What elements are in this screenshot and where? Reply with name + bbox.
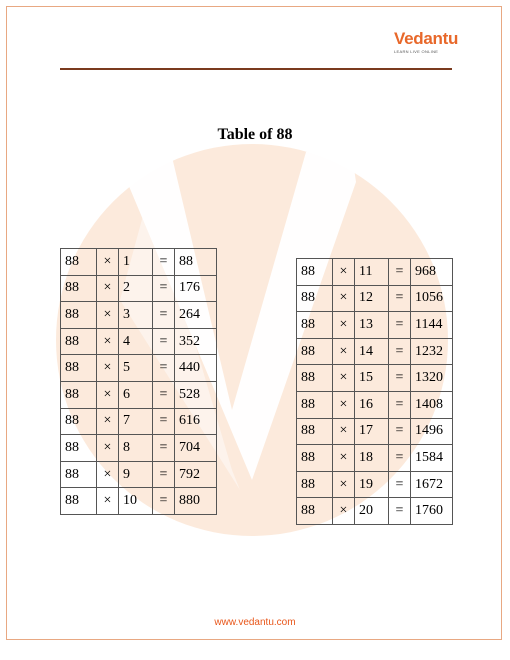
multiplier-cell: 14 [355,338,389,365]
product-cell: 792 [175,461,217,488]
product-cell: 440 [175,355,217,382]
equals-sign-cell: = [389,285,411,312]
multiplicand-cell: 88 [61,275,97,302]
times-sign-cell: × [97,488,119,515]
multiplier-cell: 3 [119,302,153,329]
equals-sign-cell: = [153,381,175,408]
table-row [61,381,217,408]
times-sign-cell: × [333,445,355,472]
multiplicand-cell: 88 [61,381,97,408]
times-sign-cell: × [97,355,119,382]
table-row [61,275,217,302]
multiplicand-cell: 88 [297,418,333,445]
table-row [61,328,217,355]
multiplicand-cell: 88 [61,355,97,382]
equals-sign-cell: = [389,498,411,525]
table-row [61,461,217,488]
times-sign-cell: × [333,285,355,312]
table-row [297,312,453,339]
times-sign-cell: × [97,408,119,435]
equals-sign-cell: = [389,418,411,445]
equals-sign-cell: = [153,249,175,276]
multiplicand-cell: 88 [297,445,333,472]
multiplicand-cell: 88 [297,365,333,392]
table-row [297,338,453,365]
product-cell: 88 [175,249,217,276]
multiplier-cell: 2 [119,275,153,302]
table-row [61,488,217,515]
equals-sign-cell: = [153,275,175,302]
product-cell: 704 [175,435,217,462]
equals-sign-cell: = [153,328,175,355]
product-cell: 880 [175,488,217,515]
multiplier-cell: 12 [355,285,389,312]
multiplicand-cell: 88 [297,285,333,312]
equals-sign-cell: = [389,338,411,365]
multiplicand-cell: 88 [61,435,97,462]
product-cell: 264 [175,302,217,329]
table-row [61,355,217,382]
multiplier-cell: 4 [119,328,153,355]
product-cell: 1760 [411,498,453,525]
table-row [297,445,453,472]
product-cell: 1320 [411,365,453,392]
table-row [297,418,453,445]
product-cell: 1232 [411,338,453,365]
times-sign-cell: × [97,461,119,488]
multiplicand-cell: 88 [61,302,97,329]
multiplicand-cell: 88 [61,461,97,488]
product-cell: 1584 [411,445,453,472]
equals-sign-cell: = [389,365,411,392]
times-sign-cell: × [97,328,119,355]
table-row [61,408,217,435]
multiplicand-cell: 88 [61,249,97,276]
multiplier-cell: 7 [119,408,153,435]
table-row [297,471,453,498]
multiplier-cell: 17 [355,418,389,445]
equals-sign-cell: = [153,461,175,488]
times-sign-cell: × [333,259,355,286]
multiplicand-cell: 88 [297,391,333,418]
multiplier-cell: 18 [355,445,389,472]
table-row [297,259,453,286]
multiplication-table-11-to-20 [296,258,453,525]
multiplicand-cell: 88 [297,259,333,286]
logo-wordmark: Vedantu [394,29,459,48]
times-sign-cell: × [333,365,355,392]
times-sign-cell: × [333,498,355,525]
product-cell: 1056 [411,285,453,312]
table-row [61,249,217,276]
multiplier-cell: 20 [355,498,389,525]
times-sign-cell: × [97,381,119,408]
multiplicand-cell: 88 [297,338,333,365]
times-sign-cell: × [333,418,355,445]
times-sign-cell: × [333,312,355,339]
multiplicand-cell: 88 [61,328,97,355]
equals-sign-cell: = [153,488,175,515]
multiplier-cell: 6 [119,381,153,408]
equals-sign-cell: = [389,445,411,472]
multiplication-table-1-to-10 [60,248,217,515]
table-row [297,391,453,418]
equals-sign-cell: = [389,259,411,286]
product-cell: 1496 [411,418,453,445]
table-row [297,498,453,525]
multiplicand-cell: 88 [297,312,333,339]
product-cell: 616 [175,408,217,435]
times-sign-cell: × [97,302,119,329]
multiplier-cell: 10 [119,488,153,515]
times-sign-cell: × [333,391,355,418]
times-sign-cell: × [97,275,119,302]
vedantu-logo[interactable] [394,30,464,60]
times-sign-cell: × [97,435,119,462]
multiplier-cell: 1 [119,249,153,276]
page-title: Table of 88 [217,126,293,143]
table-row [61,435,217,462]
product-cell: 528 [175,381,217,408]
multiplicand-cell: 88 [297,498,333,525]
multiplier-cell: 5 [119,355,153,382]
equals-sign-cell: = [153,435,175,462]
multiplier-cell: 8 [119,435,153,462]
multiplicand-cell: 88 [297,471,333,498]
table-row [61,302,217,329]
equals-sign-cell: = [389,471,411,498]
product-cell: 1408 [411,391,453,418]
multiplier-cell: 13 [355,312,389,339]
product-cell: 968 [411,259,453,286]
multiplier-cell: 9 [119,461,153,488]
product-cell: 176 [175,275,217,302]
equals-sign-cell: = [153,302,175,329]
times-sign-cell: × [333,471,355,498]
multiplier-cell: 15 [355,365,389,392]
table-row [297,285,453,312]
equals-sign-cell: = [153,355,175,382]
multiplier-cell: 16 [355,391,389,418]
product-cell: 1672 [411,471,453,498]
table-row [297,365,453,392]
multiplier-cell: 19 [355,471,389,498]
equals-sign-cell: = [153,408,175,435]
multiplicand-cell: 88 [61,488,97,515]
equals-sign-cell: = [389,391,411,418]
equals-sign-cell: = [389,312,411,339]
header-divider [60,68,452,70]
logo-tagline: LEARN LIVE ONLINE [394,49,439,54]
times-sign-cell: × [97,249,119,276]
product-cell: 352 [175,328,217,355]
multiplier-cell: 11 [355,259,389,286]
times-sign-cell: × [333,338,355,365]
multiplicand-cell: 88 [61,408,97,435]
footer-url[interactable]: www.vedantu.com [214,617,296,628]
product-cell: 1144 [411,312,453,339]
